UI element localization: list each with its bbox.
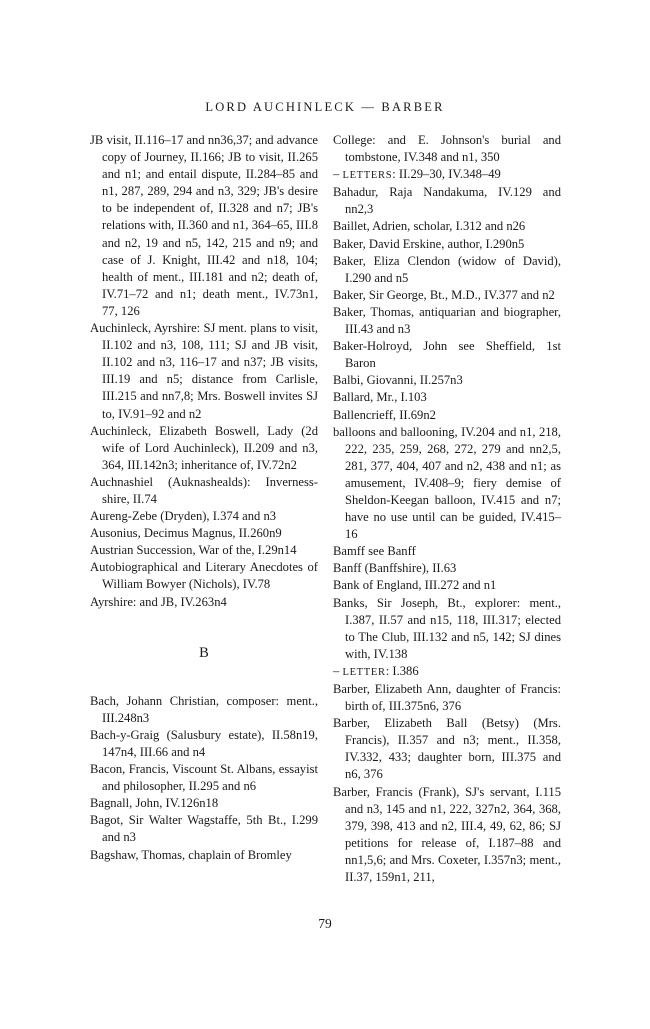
running-head: LORD AUCHINLECK — BARBER [205,100,445,114]
index-entry: Baillet, Adrien, scholar, I.312 and n26 [333,219,526,234]
right-column [333,132,561,886]
index-entry: Ayrshire: and JB, IV.263n4 [90,594,227,609]
index-entry: Baker, Eliza Clendon (widow of David), I.290 and n5 [333,253,561,285]
index-entry: Bagshaw, Thomas, chaplain of Bromley [90,847,292,862]
right-entries-group [333,132,561,166]
index-entry: Balbi, Giovanni, II.257n3 [333,373,463,388]
index-entry: Auchnashiel (Auknashealds): Inverness-shire, II.74 [90,474,318,506]
index-entry: Banks, Sir Joseph, Bt., explorer: ment., I.387, II.57 and n15, 118, III.317; elected to The Club, III.132 and n5, 142; SJ dines with, IV.138 [333,595,561,661]
left-entries-group-b [90,693,318,864]
index-entry: Bach-y-Graig (Salusbury estate), II.58n19, 147n4, III.66 and n4 [90,727,318,759]
index-entry: JB visit, II.116–17 and nn36,37; and advance copy of Journey, II.166; JB to visit, II.265 and n1; and entail dispute, II.284–85 and n1, 287, 289, 294 and n3, 329; JB's desire to be independent of, II.328 and n7; JB's relations with, II.360 and n1, 364–65, III.8 and n2, 19 and n5, 142, 215 and n9; and case of J. Knight, III.42 and n18, 104; health of ment., III.181 and n2; death of, IV.71–72 and n1; death ment., IV.73n1, 77, 126 [90,133,318,318]
index-entry: Ballencrieff, II.69n2 [333,407,436,422]
index-entry: Aureng-Zebe (Dryden), I.374 and n3 [90,509,277,524]
index-entry: Auchinleck, Ayrshire: SJ ment. plans to visit, II.102 and n3, 108, 111; SJ and JB visit, II.102 and n3, 116–17 and n37; JB visits, III.19 and n5; distance from Carlisle, III.215 and nn7,8; Mrs. Boswell invites SJ to, IV.91–92 and n2 [90,321,318,421]
right-entries-group-b [333,184,561,663]
page-number: 79 [318,916,332,931]
index-entry: Baker-Holroyd, John see Sheffield, 1st Baron [333,339,561,371]
section-letter-heading: B [199,644,209,661]
index-entry: Bagnall, John, IV.126n18 [90,796,219,811]
index-entry: Bagot, Sir Walter Wagstaffe, 5th Bt., I.299 and n3 [90,813,318,845]
index-entry: Bamff see Banff [333,544,416,559]
index-entry: Auchinleck, Elizabeth Boswell, Lady (2d wife of Lord Auchinleck), II.209 and n3, 364, III.142n3; inheritance of, IV.72n2 [90,423,318,472]
index-entry: Baker, Thomas, antiquarian and biographer, III.43 and n3 [333,304,561,337]
index-entry: Bank of England, III.272 and n1 [333,578,497,593]
index-entry: Bacon, Francis, Viscount St. Albans, essayist and philosopher, II.295 and n6 [90,762,318,794]
left-entries-group [90,132,318,611]
index-entry: Ballard, Mr., I.103 [333,390,427,405]
letters-subentry: – LETTERS: II.29–30, IV.348–49 [333,167,501,182]
right-entries-group-c [333,681,561,886]
index-entry: Bach, Johann Christian, composer: ment., III.248n3 [90,693,318,725]
index-entry: Austrian Succession, War of the, I.29n14 [90,543,297,558]
index-entry: College: and E. Johnson's burial and tombstone, IV.348 and n1, 350 [333,133,561,165]
index-entry: Ausonius, Decimus Magnus, II.260n9 [90,526,282,541]
index-entry: Baker, David Erskine, author, I.290n5 [333,236,525,251]
index-entry: Barber, Elizabeth Ball (Betsy) (Mrs. Francis), II.357 and n3; ment., II.358, IV.332, 433; daughter born, III.375 and n6, 376 [333,716,561,782]
letter-subentry: – LETTER: I.386 [333,663,419,678]
index-entry: Barber, Francis (Frank), SJ's servant, I.115 and n3, 145 and n1, 222, 327n2, 364, 368, 379, 398, 413 and n2, III.4, 49, 62, 86; SJ petitions for release of, I.187–88 and nn1,5,6; and Mrs. Coxeter, I.357n3; ment., II.37, 159n1, 211, [333,784,561,885]
index-entry: Autobiographical and Literary Anecdotes of William Bowyer (Nichols), IV.78 [90,560,318,592]
index-entry: Barber, Elizabeth Ann, daughter of Francis: birth of, III.375n6, 376 [333,682,561,714]
index-entry: Banff (Banffshire), II.63 [333,561,457,576]
index-entry: balloons and ballooning, IV.204 and n1, 218, 222, 235, 259, 268, 272, 279 and nn2,5, 281, 377, 404, 407 and n2, 438 and n1; as amusement, IV.408–9; fiery demise of Sheldon-Keegan balloon, IV.415 and n7; have no use until can be guided, IV.415–16 [333,424,561,542]
index-entry: Baker, Sir George, Bt., M.D., IV.377 and n2 [333,287,555,302]
index-entry: Bahadur, Raja Nandakuma, IV.129 and nn2,3 [333,185,561,217]
left-column [90,132,318,864]
